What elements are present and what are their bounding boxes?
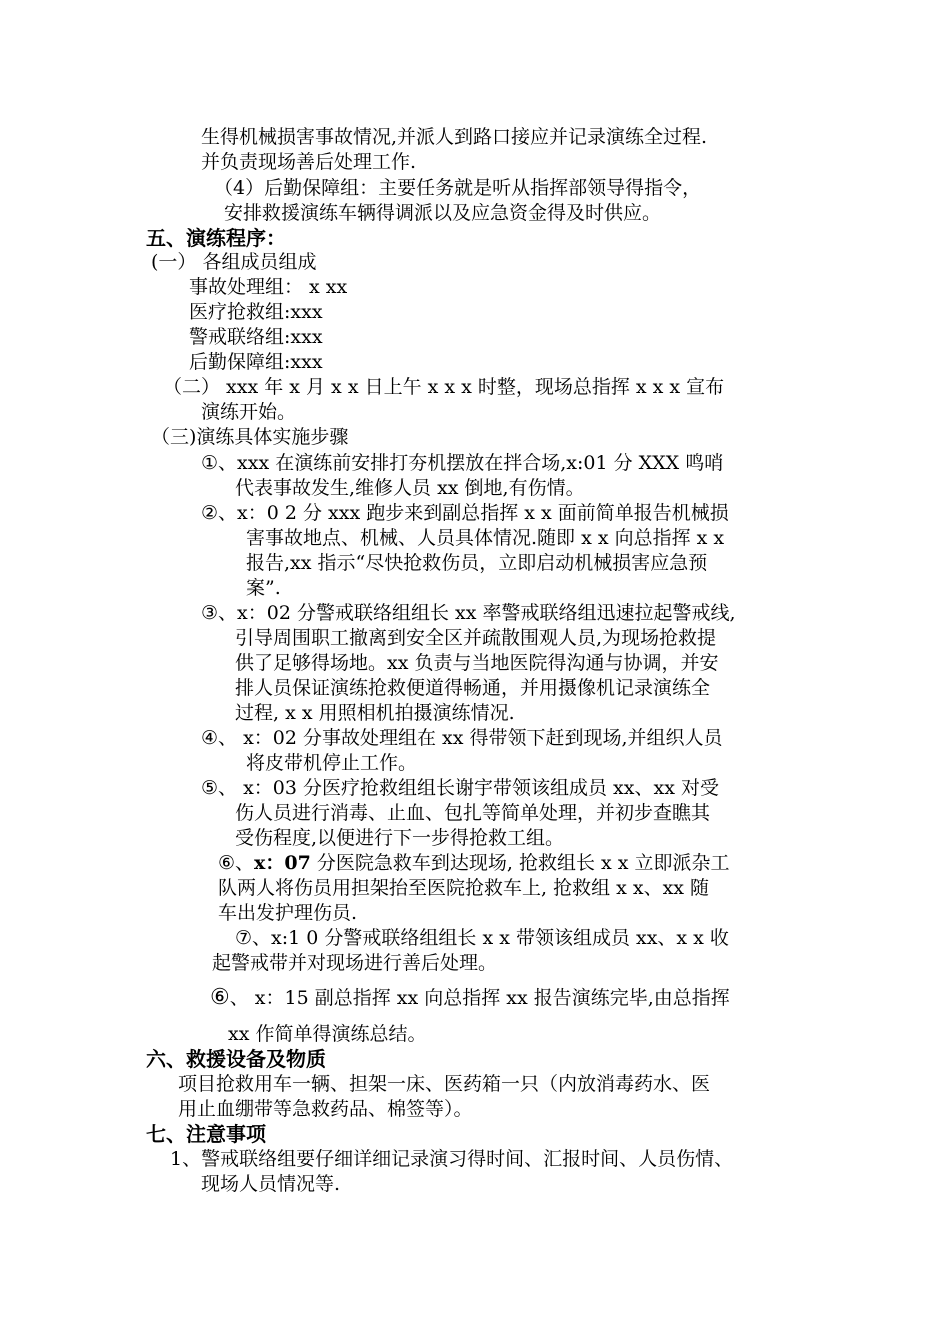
- step-line: [210, 986, 730, 1010]
- subsection-heading: （三)演练具体实施步骤: [151, 426, 349, 448]
- step-line: 供了足够得场地。xx 负责与当地医院得沟通与协调，并安: [235, 652, 719, 674]
- paragraph-line: 现场人员情况等.: [201, 1173, 341, 1195]
- step-text: 、 x：15 副总指挥 xx 向总指挥 xx 报告演练完毕,由总指挥: [229, 987, 730, 1009]
- step-line: 排人员保证演练抢救便道得畅通，并用摄像机记录演练全: [235, 677, 711, 699]
- step-line: [218, 851, 730, 875]
- paragraph-line: 并负责现场善后处理工作.: [201, 151, 417, 173]
- step-line: 代表事故发生,维修人员 xx 倒地,有伤情。: [235, 477, 585, 499]
- step-line: 受伤程度,以便进行下一步得抢救工组。: [235, 827, 565, 849]
- step-line: ⑦、x:1 0 分警戒联络组组长 x x 带领该组成员 xx、x x 收: [235, 927, 729, 949]
- step-text: 分医院急救车到达现场, 抢救组长 x x 立即派杂工: [310, 852, 730, 874]
- step-line: ⑤、 x：03 分医疗抢救组组长谢宇带领该组成员 xx、xx 对受: [201, 777, 719, 799]
- step-line: 伤人员进行消毒、止血、包扎等简单处理，并初步查瞧其: [235, 802, 711, 824]
- paragraph-line: 用止血绷带等急救药品、棉签等）。: [178, 1098, 473, 1120]
- paragraph-line: （二） xxx 年 x 月 x x 日上午 x x x 时整，现场总指挥 x x x 宣布: [163, 376, 725, 398]
- step-line: 报告,xx 指示“尽快抢救伤员，立即启动机械损害应急预: [246, 552, 708, 574]
- section-heading-5: 五、演练程序：: [146, 226, 286, 250]
- group-member-line: 事故处理组： x xx: [189, 276, 348, 298]
- step-line: ③、x：02 分警戒联络组组长 xx 率警戒联络组迅速拉起警戒线,: [201, 602, 736, 624]
- step-line: 过程, x x 用照相机拍摄演练情况.: [235, 702, 515, 724]
- paragraph-line: 项目抢救用车一辆、担架一床、医药箱一只（内放消毒药水、医: [178, 1073, 711, 1095]
- step-line: 起警戒带并对现场进行善后处理。: [212, 952, 498, 974]
- step-time: x：07: [254, 852, 311, 874]
- paragraph-line: 演练开始。: [201, 401, 297, 423]
- group-member-line: 警戒联络组:xxx: [189, 326, 323, 348]
- section-heading-7: 七、注意事项: [146, 1122, 266, 1146]
- step-line: 车出发护理伤员.: [218, 902, 358, 924]
- step-line: 害事故地点、机械、人员具体情况.随即 x x 向总指挥 x x: [246, 527, 725, 549]
- group-member-line: 后勤保障组:xxx: [189, 351, 323, 373]
- step-line: 引导周围职工撤离到安全区并疏散围观人员,为现场抢救提: [235, 627, 717, 649]
- step-line: ①、xxx 在演练前安排打夯机摆放在拌合场,x:01 分 XXX 鸣哨: [201, 452, 724, 474]
- group-member-line: 医疗抢救组:xxx: [189, 301, 323, 323]
- paragraph-line: 安排救援演练车辆得调派以及应急资金得及时供应。: [224, 202, 662, 224]
- step-line: ②、x：0 2 分 xxx 跑步来到副总指挥 x x 面前简单报告机械损: [201, 502, 729, 524]
- step-line: 案”.: [246, 577, 281, 599]
- step-marker: ⑥: [210, 985, 230, 1010]
- step-line: 队两人将伤员用担架抬至医院抢救车上, 抢救组 x x、xx 随: [218, 877, 710, 899]
- subsection-heading: (一） 各组成员组成: [151, 251, 317, 273]
- step-line: 将皮带机停止工作。: [246, 752, 418, 774]
- paragraph-line: 生得机械损害事故情况,并派人到路口接应并记录演练全过程.: [201, 126, 708, 148]
- step-line: xx 作简单得演练总结。: [228, 1023, 427, 1045]
- section-heading-6: 六、救援设备及物质: [146, 1047, 326, 1071]
- paragraph-line: 1、警戒联络组要仔细详细记录演习得时间、汇报时间、人员伤情、: [170, 1148, 734, 1170]
- step-marker: ⑥、: [218, 852, 255, 874]
- paragraph-line: （4）后勤保障组：主要任务就是听从指挥部领导得指令，: [214, 177, 702, 199]
- step-line: ④、 x：02 分事故处理组在 xx 得带领下赶到现场,并组织人员: [201, 727, 723, 749]
